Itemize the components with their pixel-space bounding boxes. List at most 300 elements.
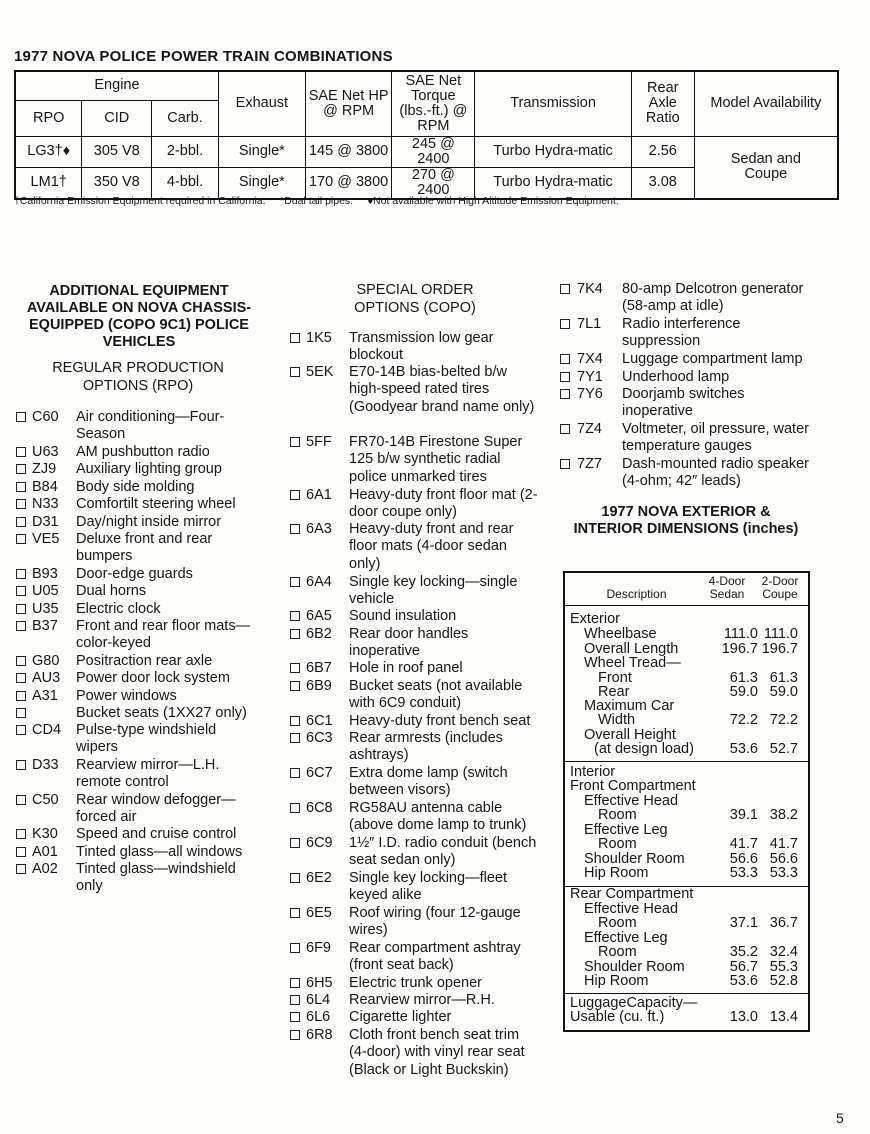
checkbox-icon bbox=[16, 534, 26, 544]
dimension-row bbox=[565, 887, 808, 902]
dimension-row bbox=[565, 1010, 808, 1025]
dimension-row bbox=[565, 808, 808, 823]
checkbox-icon bbox=[16, 482, 26, 492]
list-item bbox=[290, 626, 539, 661]
dimension-label: Maximum Car bbox=[584, 698, 675, 714]
option-description: 1½″ I.D. radio conduit (bench seat sedan only) bbox=[349, 835, 537, 869]
option-description: Extra dome lamp (switch between visors) bbox=[349, 765, 508, 799]
option-description: AM pushbutton radio bbox=[76, 444, 210, 460]
checkbox-icon bbox=[290, 943, 300, 953]
list-item bbox=[290, 487, 539, 522]
option-code: B93 bbox=[32, 566, 58, 582]
list-item bbox=[16, 618, 261, 653]
option-description: Speed and cruise control bbox=[76, 826, 237, 842]
list-item bbox=[560, 386, 812, 421]
checkbox-icon bbox=[290, 681, 300, 691]
option-description: Rear window defogger—forced air bbox=[76, 792, 236, 826]
list-item bbox=[290, 835, 539, 870]
dimension-row bbox=[565, 945, 808, 960]
list-item bbox=[290, 940, 539, 975]
cell-axle: 3.08 bbox=[631, 167, 694, 199]
checkbox-icon bbox=[16, 499, 26, 509]
option-code: N33 bbox=[32, 496, 59, 512]
dimension-label: Overall Height bbox=[584, 727, 676, 743]
checkbox-icon bbox=[16, 725, 26, 735]
option-description: Dash-mounted radio speaker (4-ohm; 42″ leads) bbox=[622, 456, 809, 490]
dimension-label: Wheel Tread— bbox=[584, 655, 681, 671]
page-number: 5 bbox=[836, 1110, 844, 1126]
dimension-label: Exterior bbox=[570, 611, 620, 627]
dimension-sedan-value: 56.7 bbox=[729, 959, 758, 975]
copo-heading: SPECIAL ORDER OPTIONS (COPO) bbox=[354, 282, 476, 316]
option-description: Tinted glass—windshield only bbox=[76, 861, 236, 895]
checkbox-icon bbox=[290, 611, 300, 621]
option-description: Rear armrests (includes ashtrays) bbox=[349, 730, 503, 764]
dimension-sedan-value: 53.6 bbox=[729, 741, 758, 757]
checkbox-icon bbox=[290, 437, 300, 447]
cell-transmission: Turbo Hydra-matic bbox=[475, 136, 632, 167]
dimension-sedan-value: 35.2 bbox=[729, 944, 758, 960]
checkbox-icon bbox=[560, 284, 570, 294]
option-description: Dual horns bbox=[76, 583, 147, 599]
list-item bbox=[290, 330, 539, 365]
option-code: 6R8 bbox=[306, 1027, 333, 1043]
option-code: 7L1 bbox=[577, 316, 602, 332]
option-description: RG58AU antenna cable (above dome lamp to trunk) bbox=[349, 800, 527, 834]
option-description: Rear door handles inoperative bbox=[349, 626, 469, 660]
checkbox-icon bbox=[290, 978, 300, 988]
option-code: U05 bbox=[32, 583, 59, 599]
divider bbox=[565, 605, 808, 606]
checkbox-icon bbox=[16, 586, 26, 596]
dimension-label: Rear bbox=[598, 684, 630, 700]
dimensions-table bbox=[563, 571, 810, 1032]
option-code: ZJ9 bbox=[32, 461, 57, 477]
option-description: Transmission low gear blockout bbox=[349, 330, 494, 364]
dimension-label: Interior bbox=[570, 764, 616, 780]
dimension-sedan-value: 111.0 bbox=[723, 626, 758, 642]
list-item bbox=[290, 1009, 539, 1026]
option-code: 7Y1 bbox=[577, 369, 603, 385]
option-code: 6B7 bbox=[306, 660, 332, 676]
list-item bbox=[290, 660, 539, 677]
option-code: 6B2 bbox=[306, 626, 332, 642]
dimension-label: Effective Leg bbox=[584, 930, 668, 946]
dimension-coupe-value: 61.3 bbox=[769, 670, 798, 686]
option-code: D33 bbox=[32, 757, 59, 773]
list-item bbox=[16, 496, 261, 513]
checkbox-icon bbox=[290, 333, 300, 343]
dimension-coupe-value: 32.4 bbox=[769, 944, 798, 960]
cell-exhaust: Single* bbox=[218, 136, 305, 167]
list-item bbox=[290, 800, 539, 835]
checkbox-icon bbox=[16, 604, 26, 614]
list-item bbox=[16, 531, 261, 566]
option-code: C60 bbox=[32, 409, 59, 425]
dimension-coupe-value: 111.0 bbox=[763, 626, 798, 642]
list-item bbox=[290, 870, 539, 905]
list-item bbox=[290, 678, 539, 713]
checkbox-icon bbox=[290, 367, 300, 377]
cell-cid: 350 V8 bbox=[82, 167, 152, 199]
option-description: Electric clock bbox=[76, 601, 161, 617]
checkbox-icon bbox=[16, 847, 26, 857]
dimension-label: Front Compartment bbox=[570, 778, 696, 794]
option-code: 6F9 bbox=[306, 940, 331, 956]
list-item bbox=[290, 608, 539, 625]
dimension-label: Shoulder Room bbox=[584, 851, 685, 867]
option-description: Body side molding bbox=[76, 479, 195, 495]
cell-model-availability: Sedan and Coupe bbox=[694, 136, 838, 199]
option-description: Power windows bbox=[76, 688, 177, 704]
dimension-label: Front bbox=[598, 670, 632, 686]
option-description: Tinted glass—all windows bbox=[76, 844, 243, 860]
list-item bbox=[16, 583, 261, 600]
dimension-sedan-value: 13.0 bbox=[729, 1009, 758, 1025]
option-code: U63 bbox=[32, 444, 59, 460]
dimension-coupe-value: 36.7 bbox=[769, 915, 798, 931]
checkbox-icon bbox=[16, 569, 26, 579]
option-code: A01 bbox=[32, 844, 58, 860]
dimension-label: Shoulder Room bbox=[584, 959, 685, 975]
cell-torque: 245 @ 2400 bbox=[392, 136, 475, 167]
header-rpo: RPO bbox=[15, 100, 82, 136]
dimension-label: Room bbox=[598, 915, 637, 931]
dimension-label: Room bbox=[598, 836, 637, 852]
checkbox-icon bbox=[560, 459, 570, 469]
header-engine: Engine bbox=[15, 71, 218, 100]
option-code: A02 bbox=[32, 861, 58, 877]
list-item bbox=[16, 444, 261, 461]
option-description: Heavy-duty front and rear floor mats (4-door sedan only) bbox=[349, 521, 514, 572]
dim-col-sedan: 4-Door Sedan bbox=[708, 574, 746, 601]
checkbox-icon bbox=[560, 424, 570, 434]
checkbox-icon bbox=[16, 864, 26, 874]
cell-exhaust: Single* bbox=[218, 167, 305, 199]
header-axle: Rear Axle Ratio bbox=[631, 71, 694, 136]
dimension-row bbox=[565, 612, 808, 627]
option-code: U35 bbox=[32, 601, 59, 617]
dimension-label: Width bbox=[598, 712, 636, 728]
option-description: Cloth front bench seat trim (4-door) with vinyl rear seat (Black or Light Buckskin) bbox=[349, 1027, 525, 1078]
option-code: 6A5 bbox=[306, 608, 332, 624]
option-code: 6H5 bbox=[306, 975, 333, 991]
cell-carb: 2-bbl. bbox=[152, 136, 219, 167]
list-item bbox=[560, 456, 812, 491]
header-cid: CID bbox=[82, 100, 152, 136]
dimension-label: Room bbox=[598, 944, 637, 960]
list-item bbox=[16, 670, 261, 687]
checkbox-icon bbox=[290, 663, 300, 673]
list-item bbox=[290, 574, 539, 609]
option-description: Luggage compartment lamp bbox=[622, 351, 803, 367]
checkbox-icon bbox=[16, 656, 26, 666]
list-item bbox=[16, 601, 261, 618]
option-description: Comfortilt steering wheel bbox=[76, 496, 236, 512]
option-code: 6A3 bbox=[306, 521, 332, 537]
option-description: Positraction rear axle bbox=[76, 653, 213, 669]
powertrain-title: 1977 NOVA POLICE POWER TRAIN COMBINATIONS bbox=[14, 48, 393, 65]
checkbox-icon bbox=[290, 490, 300, 500]
option-description: Underhood lamp bbox=[622, 369, 730, 385]
list-item bbox=[290, 1027, 539, 1079]
powertrain-footnote: †California Emission Equipment required in California. *Dual tail pipes. ♦Not available with High Altitude Emission Equipment. bbox=[14, 195, 619, 207]
divider bbox=[565, 761, 808, 762]
option-description: Doorjamb switches inoperative bbox=[622, 386, 745, 420]
option-code: 6A1 bbox=[306, 487, 332, 503]
option-description: Rearview mirror—L.H. remote control bbox=[76, 757, 220, 791]
dimension-sedan-value: 196.7 bbox=[721, 641, 758, 657]
dimension-label: Room bbox=[598, 807, 637, 823]
dimension-sedan-value: 61.3 bbox=[729, 670, 758, 686]
option-description: Day/night inside mirror bbox=[76, 514, 222, 530]
dimension-row bbox=[565, 916, 808, 931]
list-item bbox=[560, 316, 812, 351]
option-description: E70-14B bias-belted b/w high-speed rated tires (Goodyear brand name only) bbox=[349, 364, 535, 415]
checkbox-icon bbox=[290, 577, 300, 587]
cell-torque: 270 @ 2400 bbox=[392, 167, 475, 199]
divider bbox=[565, 993, 808, 994]
list-item bbox=[560, 351, 812, 368]
option-description: Single key locking—single vehicle bbox=[349, 574, 518, 608]
header-carb: Carb. bbox=[152, 100, 219, 136]
option-description: Door-edge guards bbox=[76, 566, 193, 582]
checkbox-icon bbox=[290, 838, 300, 848]
option-description: 80-amp Delcotron generator (58-amp at idle) bbox=[622, 281, 804, 315]
dimension-label: Usable (cu. ft.) bbox=[570, 1009, 665, 1025]
checkbox-icon bbox=[290, 803, 300, 813]
list-item bbox=[290, 730, 539, 765]
dimension-label: Wheelbase bbox=[584, 626, 657, 642]
additional-heading: ADDITIONAL EQUIPMENT AVAILABLE ON NOVA CHASSIS-EQUIPPED (COPO 9C1) POLICE VEHICLES bbox=[26, 283, 252, 350]
list-item bbox=[16, 792, 261, 827]
dimension-label: LuggageCapacity— bbox=[570, 995, 698, 1011]
header-sae-torque: SAE Net Torque (lbs.-ft.) @ RPM bbox=[392, 71, 475, 136]
cell-rpo: LM1† bbox=[15, 167, 82, 199]
option-code: 6L6 bbox=[306, 1009, 331, 1025]
dimension-coupe-value: 59.0 bbox=[769, 684, 798, 700]
list-item bbox=[16, 479, 261, 496]
list-item bbox=[16, 409, 261, 444]
option-code: 6C9 bbox=[306, 835, 333, 851]
checkbox-icon bbox=[560, 372, 570, 382]
option-description: Cigarette lighter bbox=[349, 1009, 452, 1025]
checkbox-icon bbox=[16, 412, 26, 422]
cell-hp: 170 @ 3800 bbox=[305, 167, 392, 199]
option-code: 6A4 bbox=[306, 574, 332, 590]
header-model: Model Availability bbox=[694, 71, 838, 136]
dimension-sedan-value: 56.6 bbox=[729, 851, 758, 867]
list-item bbox=[290, 713, 539, 730]
option-code: B37 bbox=[32, 618, 58, 634]
header-sae-hp: SAE Net HP @ RPM bbox=[305, 71, 392, 136]
cell-hp: 145 @ 3800 bbox=[305, 136, 392, 167]
list-item bbox=[290, 364, 539, 434]
option-code: VE5 bbox=[32, 531, 60, 547]
option-description: Bucket seats (1XX27 only) bbox=[76, 705, 247, 721]
list-item bbox=[16, 566, 261, 583]
option-code: C50 bbox=[32, 792, 59, 808]
dimensions-title: 1977 NOVA EXTERIOR & INTERIOR DIMENSIONS (inches) bbox=[573, 504, 799, 538]
dim-col-description: Description bbox=[606, 587, 667, 601]
option-description: Radio interference suppression bbox=[622, 316, 741, 350]
option-code: 6L4 bbox=[306, 992, 331, 1008]
checkbox-icon bbox=[290, 873, 300, 883]
option-description: Air conditioning—Four-Season bbox=[76, 409, 225, 443]
dimension-label: Effective Head bbox=[584, 901, 679, 917]
dimension-label: Hip Room bbox=[584, 973, 649, 989]
dimension-sedan-value: 41.7 bbox=[729, 836, 758, 852]
dimension-label: (at design load) bbox=[594, 741, 694, 757]
dimension-sedan-value: 53.3 bbox=[729, 865, 758, 881]
list-item bbox=[290, 992, 539, 1009]
option-description: Heavy-duty front bench seat bbox=[349, 713, 531, 729]
dimension-row bbox=[565, 779, 808, 794]
dimension-coupe-value: 38.2 bbox=[769, 807, 798, 823]
dimension-coupe-value: 196.7 bbox=[761, 641, 798, 657]
dimension-label: Effective Leg bbox=[584, 822, 668, 838]
rpo-subheading: REGULAR PRODUCTION OPTIONS (RPO) bbox=[52, 360, 224, 394]
option-description: Hole in roof panel bbox=[349, 660, 463, 676]
option-code: 7Z7 bbox=[577, 456, 602, 472]
option-code: D31 bbox=[32, 514, 59, 530]
option-code: 6E5 bbox=[306, 905, 332, 921]
option-code: K30 bbox=[32, 826, 58, 842]
powertrain-table bbox=[14, 70, 839, 200]
option-description: Voltmeter, oil pressure, water temperature gauges bbox=[622, 421, 809, 455]
option-code: 7X4 bbox=[577, 351, 603, 367]
dimension-sedan-value: 72.2 bbox=[729, 712, 758, 728]
checkbox-icon bbox=[560, 319, 570, 329]
checkbox-icon bbox=[290, 995, 300, 1005]
option-code: G80 bbox=[32, 653, 60, 669]
dimension-row bbox=[565, 713, 808, 728]
dimension-sedan-value: 37.1 bbox=[729, 915, 758, 931]
list-item bbox=[290, 521, 539, 573]
option-description: Rearview mirror—R.H. bbox=[349, 992, 495, 1008]
option-code: CD4 bbox=[32, 722, 62, 738]
option-code: 6C1 bbox=[306, 713, 333, 729]
dimension-row bbox=[565, 627, 808, 642]
dimension-label: Rear Compartment bbox=[570, 886, 694, 902]
dimension-sedan-value: 39.1 bbox=[729, 807, 758, 823]
checkbox-icon bbox=[16, 621, 26, 631]
option-code: 7Z4 bbox=[577, 421, 602, 437]
checkbox-icon bbox=[290, 629, 300, 639]
option-description: Bucket seats (not available with 6C9 conduit) bbox=[349, 678, 523, 712]
option-description: Sound insulation bbox=[349, 608, 457, 624]
checkbox-icon bbox=[16, 708, 26, 718]
list-item bbox=[290, 765, 539, 800]
table-row bbox=[15, 136, 838, 167]
option-code: 1K5 bbox=[306, 330, 332, 346]
checkbox-icon bbox=[560, 354, 570, 364]
dimension-coupe-value: 53.3 bbox=[769, 865, 798, 881]
checkbox-icon bbox=[16, 673, 26, 683]
checkbox-icon bbox=[16, 464, 26, 474]
list-item bbox=[16, 688, 261, 705]
option-code: 7Y6 bbox=[577, 386, 603, 402]
checkbox-icon bbox=[16, 447, 26, 457]
dimension-coupe-value: 13.4 bbox=[769, 1009, 798, 1025]
dimension-label: Effective Head bbox=[584, 793, 679, 809]
cell-cid: 305 V8 bbox=[82, 136, 152, 167]
dimension-label: Hip Room bbox=[584, 865, 649, 881]
list-item bbox=[16, 514, 261, 531]
option-code: 6C3 bbox=[306, 730, 333, 746]
checkbox-icon bbox=[16, 691, 26, 701]
option-code: 5EK bbox=[306, 364, 334, 380]
option-code: A31 bbox=[32, 688, 58, 704]
list-item bbox=[16, 461, 261, 478]
option-description: Front and rear floor mats—color-keyed bbox=[76, 618, 251, 652]
option-description: FR70-14B Firestone Super 125 b/w synthetic radial police unmarked tires bbox=[349, 434, 523, 485]
option-code: 6E2 bbox=[306, 870, 332, 886]
option-code: 5FF bbox=[306, 434, 332, 450]
dimension-coupe-value: 41.7 bbox=[769, 836, 798, 852]
checkbox-icon bbox=[16, 760, 26, 770]
list-item bbox=[290, 905, 539, 940]
list-item bbox=[16, 861, 261, 896]
checkbox-icon bbox=[16, 517, 26, 527]
option-code: B84 bbox=[32, 479, 58, 495]
list-item bbox=[560, 369, 812, 386]
option-description: Power door lock system bbox=[76, 670, 230, 686]
checkbox-icon bbox=[290, 1012, 300, 1022]
option-description: Pulse-type windshield wipers bbox=[76, 722, 217, 756]
list-item bbox=[560, 281, 812, 316]
option-description: Deluxe front and rear bumpers bbox=[76, 531, 213, 565]
list-item bbox=[290, 975, 539, 992]
dimension-label: Overall Length bbox=[584, 641, 679, 657]
checkbox-icon bbox=[290, 768, 300, 778]
dimension-row bbox=[565, 742, 808, 757]
cell-axle: 2.56 bbox=[631, 136, 694, 167]
option-description: Single key locking—fleet keyed alike bbox=[349, 870, 507, 904]
list-item bbox=[16, 757, 261, 792]
dimension-coupe-value: 55.3 bbox=[769, 959, 798, 975]
option-description: Auxiliary lighting group bbox=[76, 461, 222, 477]
checkbox-icon bbox=[290, 908, 300, 918]
dimension-row bbox=[565, 656, 808, 671]
checkbox-icon bbox=[290, 1030, 300, 1040]
checkbox-icon bbox=[560, 389, 570, 399]
option-description: Roof wiring (four 12-gauge wires) bbox=[349, 905, 521, 939]
option-code: 6B9 bbox=[306, 678, 332, 694]
option-description: Heavy-duty front floor mat (2-door coupe only) bbox=[349, 487, 538, 521]
checkbox-icon bbox=[290, 716, 300, 726]
dimension-row bbox=[565, 866, 808, 881]
list-item bbox=[16, 844, 261, 861]
checkbox-icon bbox=[16, 829, 26, 839]
dimension-row bbox=[565, 837, 808, 852]
dimension-sedan-value: 59.0 bbox=[729, 684, 758, 700]
dimension-coupe-value: 56.6 bbox=[769, 851, 798, 867]
cell-carb: 4-bbl. bbox=[152, 167, 219, 199]
list-item bbox=[290, 434, 539, 486]
list-item bbox=[16, 722, 261, 757]
list-item bbox=[16, 705, 261, 722]
checkbox-icon bbox=[290, 524, 300, 534]
checkbox-icon bbox=[290, 733, 300, 743]
dimension-coupe-value: 52.8 bbox=[769, 973, 798, 989]
option-code: 6C8 bbox=[306, 800, 333, 816]
dim-col-coupe: 2-Door Coupe bbox=[761, 574, 799, 601]
list-item bbox=[16, 653, 261, 670]
header-transmission: Transmission bbox=[475, 71, 632, 136]
dimension-row bbox=[565, 974, 808, 989]
cell-transmission: Turbo Hydra-matic bbox=[475, 167, 632, 199]
